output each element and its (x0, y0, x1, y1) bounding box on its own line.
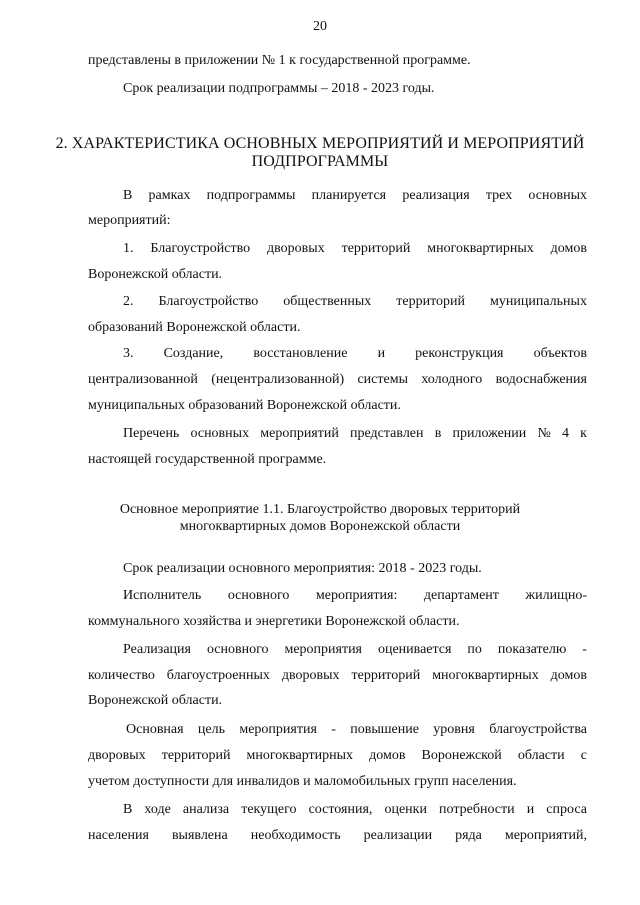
subsection-title-line-1: Основное мероприятие 1.1. Благоустройство дворовых территорий (119, 502, 521, 517)
indicator-line-1 (123, 641, 587, 659)
executor-line-1 (123, 587, 587, 605)
word: территорий (351, 668, 421, 683)
word: департамент (423, 588, 499, 603)
word: представлен (350, 426, 424, 441)
word: централизованной (88, 372, 198, 387)
word: основного (227, 588, 290, 603)
word: дворовых (88, 748, 146, 763)
word: состояния, (308, 802, 373, 817)
word: 2. (123, 294, 134, 309)
word: Перечень (123, 426, 180, 441)
word: необходимость (250, 828, 341, 843)
word: Исполнитель (123, 588, 202, 603)
word: реализация (402, 188, 470, 203)
word: мероприятий, (504, 828, 587, 843)
subsection-title-line-2: многоквартирных домов Воронежской области (179, 519, 461, 534)
word: домов (550, 241, 587, 256)
word: территорий (341, 241, 411, 256)
word: водоснабжения (495, 372, 587, 387)
word: текущего (241, 802, 297, 817)
analysis-line-2 (88, 827, 587, 845)
word: холодного (421, 372, 483, 387)
word: ряда (455, 828, 482, 843)
page-number: 20 (313, 19, 327, 34)
paragraph1-line-2: мероприятий: (88, 213, 171, 228)
word: цель (197, 722, 225, 737)
word: выявлена (171, 828, 228, 843)
indicator-line-3: Воронежской области. (88, 693, 223, 708)
indicator-line-2 (88, 667, 587, 685)
word: - (582, 642, 587, 657)
word: дворовых (267, 241, 325, 256)
term-line: Срок реализации основного мероприятия: 2018 - 2023 годы. (123, 561, 482, 576)
paragraph2-line-1 (123, 425, 587, 443)
word: потребности (439, 802, 515, 817)
word: повышение (350, 722, 419, 737)
word: Основная (126, 722, 184, 737)
word: мероприятия (284, 642, 362, 657)
word: - (331, 722, 336, 737)
item2-line-1 (123, 293, 587, 311)
word: Создание, (163, 346, 224, 361)
item3-line-3: муниципальных образований Воронежской области. (88, 398, 401, 413)
item1-line-1 (123, 240, 587, 258)
word: реализации (363, 828, 433, 843)
word: спроса (546, 802, 587, 817)
goal-line-1 (126, 721, 587, 739)
paragraph2-line-2: настоящей государственной программе. (88, 452, 327, 467)
word: и (377, 346, 386, 361)
intro-term-line: Срок реализации подпрограммы – 2018 - 2023 годы. (123, 81, 435, 96)
word: показателю (497, 642, 567, 657)
word: основного (206, 642, 269, 657)
word: общественных (283, 294, 372, 309)
intro-line-1: представлены в приложении № 1 к государственной программе. (88, 53, 471, 68)
word: многоквартирных (427, 241, 534, 256)
word: подпрограммы (206, 188, 296, 203)
item2-line-2: образований Воронежской области. (88, 320, 301, 335)
goal-line-2 (88, 747, 587, 765)
word: количество (88, 668, 155, 683)
word: в (434, 426, 442, 441)
word: домов (369, 748, 406, 763)
analysis-line-1 (123, 801, 587, 819)
word: по (467, 642, 482, 657)
word: системы (357, 372, 408, 387)
item3-line-2 (88, 371, 587, 389)
word: оценки (384, 802, 427, 817)
word: с (580, 748, 587, 763)
word: мероприятий (260, 426, 339, 441)
executor-line-2: коммунального хозяйства и энергетики Воронежской области. (88, 614, 460, 629)
word: населения (88, 828, 149, 843)
section-title-line-2: ПОДПРОГРАММЫ (251, 153, 389, 170)
word: к (580, 426, 587, 441)
word: мероприятия (239, 722, 317, 737)
word: реконструкция (415, 346, 504, 361)
word: Реализация (123, 642, 191, 657)
word: дворовых (281, 668, 340, 683)
word: мероприятия: (315, 588, 398, 603)
word: основных (190, 426, 250, 441)
word: муниципальных (490, 294, 587, 309)
word: территорий (161, 748, 231, 763)
word: 1. (123, 241, 134, 256)
word: жилищно- (525, 588, 587, 603)
word: многоквартирных (246, 748, 354, 763)
word: благоустроенных (166, 668, 270, 683)
word: 3. (123, 346, 134, 361)
word: и (526, 802, 535, 817)
word: приложении (452, 426, 527, 441)
paragraph1-line-1 (123, 187, 587, 205)
word: территорий (396, 294, 465, 309)
word: основных (528, 188, 587, 203)
word: оценивается (377, 642, 452, 657)
word: рамках (148, 188, 191, 203)
word: многоквартирных (432, 668, 539, 683)
word: уровня (433, 722, 475, 737)
word: В (123, 802, 133, 817)
word: восстановление (253, 346, 348, 361)
word: области (517, 748, 565, 763)
word: 4 (562, 426, 569, 441)
word: анализа (182, 802, 230, 817)
word: В (123, 188, 133, 203)
word: планируется (311, 188, 387, 203)
word: домов (550, 668, 587, 683)
word: № (537, 426, 551, 441)
item3-line-1 (123, 345, 587, 363)
word: (нецентрализованной) (211, 372, 345, 387)
word: трех (485, 188, 513, 203)
word: Благоустройство (150, 241, 251, 256)
word: Благоустройство (158, 294, 259, 309)
section-title-line-1: 2. ХАРАКТЕРИСТИКА ОСНОВНЫХ МЕРОПРИЯТИЙ И МЕРОПРИЯТИЙ (55, 135, 585, 152)
word: Воронежской (421, 748, 502, 763)
goal-line-3: учетом доступности для инвалидов и маломобильных групп населения. (88, 774, 517, 789)
word: объектов (533, 346, 587, 361)
word: ходе (144, 802, 171, 817)
item1-line-2: Воронежской области. (88, 267, 223, 282)
word: благоустройства (489, 722, 587, 737)
